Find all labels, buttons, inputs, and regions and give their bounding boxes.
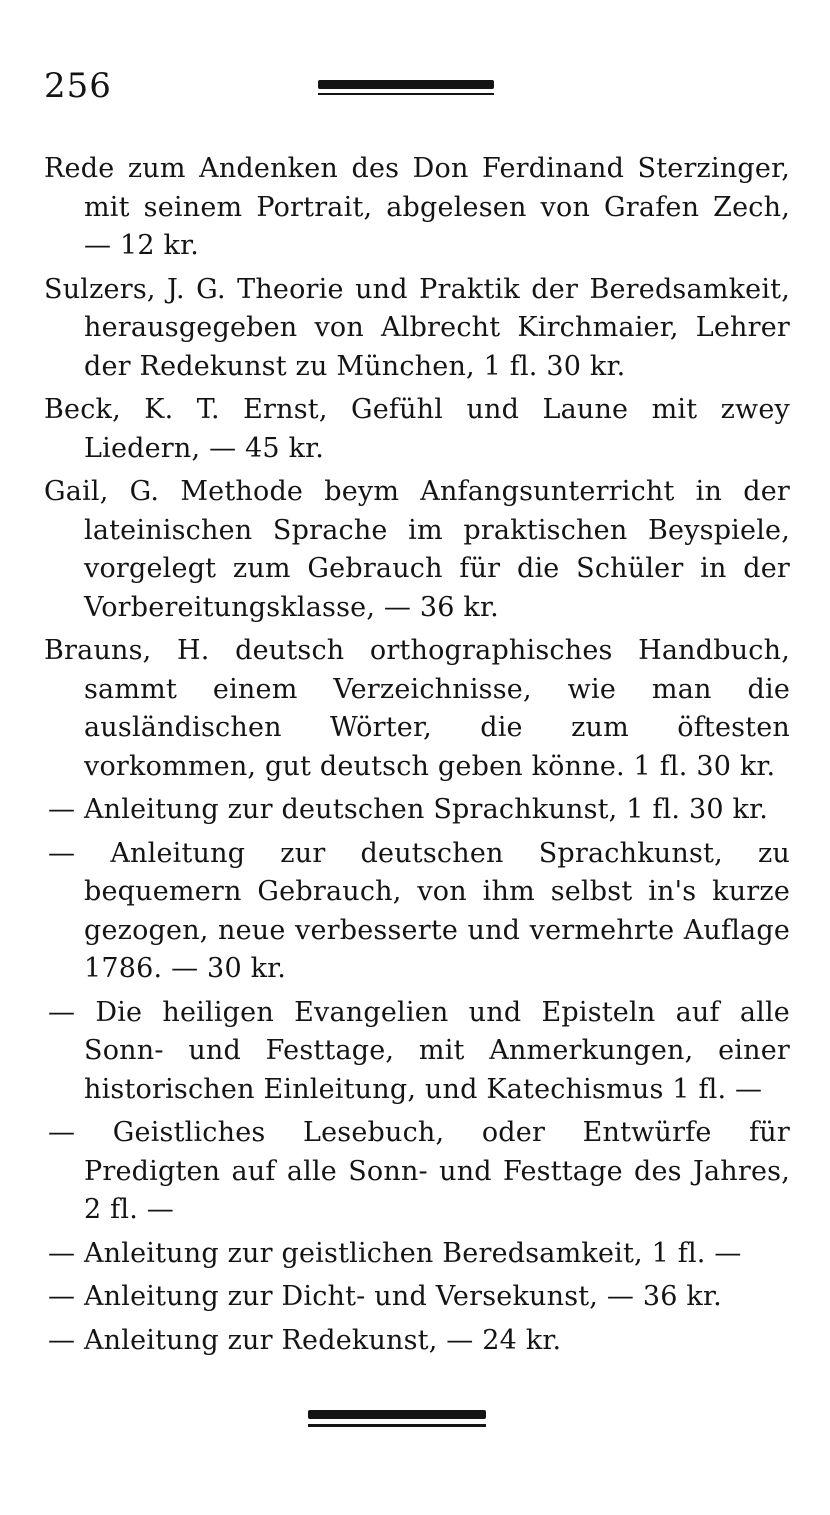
header-rule [318,80,494,98]
catalog-entry: Brauns, H. deutsch orthographisches Handbuch, sammt einem Verzeichnisse, wie man die ausländischen Wörter, die zum öftesten vorkommen, gut deutsch geben könne. 1 fl. 30 kr. [44,635,790,782]
footer-rule [308,1410,486,1432]
page-number: 256 [44,66,112,106]
catalog-entry: Beck, K. T. Ernst, Gefühl und Laune mit zwey Liedern, — 45 kr. [44,394,790,464]
footer-rule-thin [308,1424,486,1427]
catalog-entry: — Die heiligen Evangelien und Episteln auf alle Sonn- und Festtage, mit Anmerkungen, einer historischen Einleitung, und Katechismus 1 fl. — [48,996,790,1105]
catalog-entry: Gail, G. Methode beym Anfangsunterricht in der lateinischen Sprache im praktischen Beyspiele, vorgelegt zum Gebrauch für die Schüler in der Vorbereitungsklasse, — 36 kr. [44,476,790,623]
header-rule-thin [318,93,494,95]
footer-rule-thick [308,1410,486,1419]
catalog-entry: — Anleitung zur Dicht- und Versekunst, — 36 kr. [48,1281,722,1312]
catalog-entry: — Anleitung zur geistlichen Beredsamkeit, 1 fl. — [48,1237,742,1269]
catalog-entries [44,150,790,1365]
header-rule-thick [318,80,494,89]
catalog-entry: Sulzers, J. G. Theorie und Praktik der Beredsamkeit, herausgegeben von Albrecht Kirchmaier, Lehrer der Redekunst zu München, 1 fl. 30 kr. [44,273,790,382]
catalog-entry: Rede zum Andenken des Don Ferdinand Sterzinger, mit seinem Portrait, abgelesen von Grafen Zech, — 12 kr. [44,153,790,261]
catalog-entry: — Anleitung zur Redekunst, — 24 kr. [48,1324,562,1356]
catalog-entry: — Geistliches Lesebuch, oder Entwürfe für Predigten auf alle Sonn- und Festtage des Jahres, 2 fl. — [48,1117,790,1225]
catalog-entry: — Anleitung zur deutschen Sprachkunst, zu bequemern Gebrauch, von ihm selbst in's kurze gezogen, neue verbesserte und vermehrte Auflage 1786. — 30 kr. [48,837,790,984]
catalog-entry: — Anleitung zur deutschen Sprachkunst, 1 fl. 30 kr. [48,794,769,825]
